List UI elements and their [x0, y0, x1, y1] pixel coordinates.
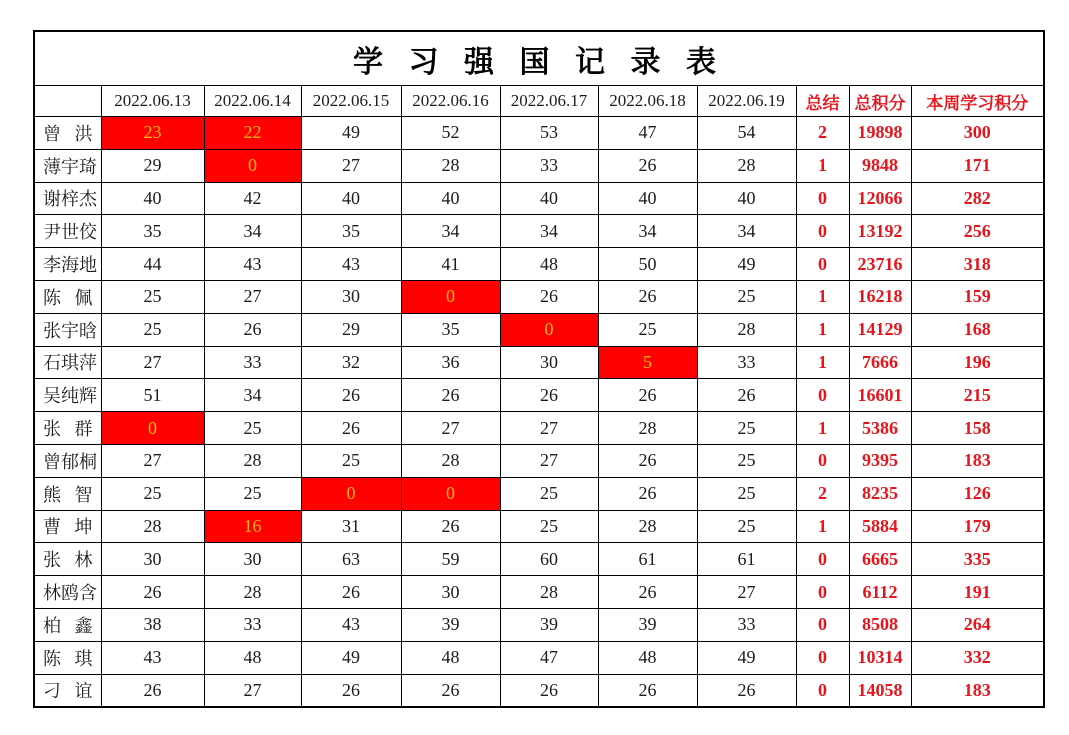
day-score-cell: 48	[500, 248, 598, 281]
day-score-cell: 26	[598, 576, 697, 609]
week-points-cell: 332	[911, 641, 1044, 674]
table-row	[34, 379, 1044, 412]
summary-count-cell: 0	[796, 641, 849, 674]
person-name: 曹坤	[34, 510, 101, 543]
day-score-cell: 26	[301, 674, 401, 707]
table-row	[34, 280, 1044, 313]
day-score-cell: 26	[401, 379, 500, 412]
summary-count-cell: 0	[796, 379, 849, 412]
day-score-cell: 34	[204, 215, 301, 248]
table-row	[34, 444, 1044, 477]
day-score-cell: 40	[101, 182, 204, 215]
day-score-cell: 27	[204, 674, 301, 707]
day-score-cell: 48	[598, 641, 697, 674]
total-points-cell: 6665	[849, 543, 911, 576]
week-points-cell: 264	[911, 608, 1044, 641]
summary-count-cell: 1	[796, 346, 849, 379]
header-row	[34, 86, 1044, 117]
total-points-cell: 9848	[849, 149, 911, 182]
person-name: 刁谊	[34, 674, 101, 707]
person-name: 张群	[34, 412, 101, 445]
day-score-cell: 33	[697, 346, 796, 379]
day-score-cell: 44	[101, 248, 204, 281]
day-score-cell: 34	[500, 215, 598, 248]
day-score-cell: 30	[204, 543, 301, 576]
day-score-cell: 48	[401, 641, 500, 674]
person-name: 林鸥含	[34, 576, 101, 609]
total-points-cell: 8508	[849, 608, 911, 641]
summary-column-header: 本周学习积分	[911, 86, 1044, 117]
table-row	[34, 576, 1044, 609]
day-score-cell: 26	[301, 379, 401, 412]
day-score-cell: 26	[500, 379, 598, 412]
day-score-cell: 30	[401, 576, 500, 609]
day-score-cell: 27	[500, 444, 598, 477]
week-points-cell: 215	[911, 379, 1044, 412]
day-score-cell: 25	[697, 444, 796, 477]
table-row	[34, 510, 1044, 543]
day-score-cell: 33	[204, 608, 301, 641]
day-score-cell-alert: 0	[401, 477, 500, 510]
day-score-cell: 35	[401, 313, 500, 346]
day-score-cell: 48	[204, 641, 301, 674]
total-points-cell: 16218	[849, 280, 911, 313]
table-row	[34, 149, 1044, 182]
total-points-cell: 19898	[849, 117, 911, 150]
summary-count-cell: 0	[796, 608, 849, 641]
week-points-cell: 191	[911, 576, 1044, 609]
day-score-cell: 25	[697, 477, 796, 510]
day-score-cell-alert: 22	[204, 117, 301, 150]
summary-count-cell: 0	[796, 215, 849, 248]
summary-count-cell: 0	[796, 543, 849, 576]
total-points-cell: 9395	[849, 444, 911, 477]
summary-count-cell: 2	[796, 117, 849, 150]
week-points-cell: 256	[911, 215, 1044, 248]
day-score-cell: 30	[301, 280, 401, 313]
day-score-cell: 33	[204, 346, 301, 379]
day-score-cell: 25	[204, 477, 301, 510]
day-score-cell: 53	[500, 117, 598, 150]
day-score-cell: 26	[598, 444, 697, 477]
person-name: 张林	[34, 543, 101, 576]
table-row	[34, 641, 1044, 674]
day-score-cell: 28	[697, 149, 796, 182]
table-row	[34, 346, 1044, 379]
day-score-cell: 43	[301, 248, 401, 281]
day-score-cell: 26	[598, 477, 697, 510]
week-points-cell: 335	[911, 543, 1044, 576]
day-score-cell: 27	[697, 576, 796, 609]
day-score-cell: 49	[301, 117, 401, 150]
day-score-cell: 35	[101, 215, 204, 248]
day-score-cell: 26	[500, 674, 598, 707]
day-score-cell: 43	[301, 608, 401, 641]
day-score-cell: 25	[697, 280, 796, 313]
day-score-cell: 25	[101, 313, 204, 346]
day-score-cell: 40	[598, 182, 697, 215]
day-score-cell: 41	[401, 248, 500, 281]
week-points-cell: 183	[911, 674, 1044, 707]
day-score-cell: 26	[301, 576, 401, 609]
table-row	[34, 117, 1044, 150]
day-score-cell-alert: 5	[598, 346, 697, 379]
total-points-cell: 13192	[849, 215, 911, 248]
corner-cell	[34, 86, 101, 117]
week-points-cell: 300	[911, 117, 1044, 150]
week-points-cell: 318	[911, 248, 1044, 281]
day-score-cell: 28	[204, 576, 301, 609]
day-score-cell: 47	[598, 117, 697, 150]
table-row	[34, 215, 1044, 248]
week-points-cell: 126	[911, 477, 1044, 510]
day-score-cell-alert: 0	[500, 313, 598, 346]
summary-count-cell: 0	[796, 444, 849, 477]
day-score-cell: 26	[598, 379, 697, 412]
day-score-cell: 25	[500, 477, 598, 510]
table-row	[34, 477, 1044, 510]
summary-count-cell: 1	[796, 313, 849, 346]
summary-count-cell: 0	[796, 248, 849, 281]
person-name: 曾洪	[34, 117, 101, 150]
day-score-cell: 28	[204, 444, 301, 477]
day-score-cell: 26	[697, 674, 796, 707]
week-points-cell: 168	[911, 313, 1044, 346]
day-score-cell: 28	[500, 576, 598, 609]
person-name: 谢梓杰	[34, 182, 101, 215]
day-score-cell-alert: 0	[101, 412, 204, 445]
date-column-header: 2022.06.14	[204, 86, 301, 117]
total-points-cell: 5884	[849, 510, 911, 543]
total-points-cell: 5386	[849, 412, 911, 445]
total-points-cell: 12066	[849, 182, 911, 215]
person-name: 陈佩	[34, 280, 101, 313]
table-row	[34, 412, 1044, 445]
day-score-cell: 43	[101, 641, 204, 674]
table-row	[34, 313, 1044, 346]
day-score-cell: 49	[697, 641, 796, 674]
day-score-cell: 28	[598, 412, 697, 445]
date-column-header: 2022.06.16	[401, 86, 500, 117]
person-name: 曾郁桐	[34, 444, 101, 477]
summary-count-cell: 0	[796, 576, 849, 609]
table-row	[34, 248, 1044, 281]
day-score-cell: 25	[697, 510, 796, 543]
week-points-cell: 158	[911, 412, 1044, 445]
week-points-cell: 159	[911, 280, 1044, 313]
day-score-cell: 26	[204, 313, 301, 346]
day-score-cell: 28	[101, 510, 204, 543]
week-points-cell: 282	[911, 182, 1044, 215]
day-score-cell: 25	[301, 444, 401, 477]
day-score-cell: 26	[101, 674, 204, 707]
day-score-cell-alert: 0	[401, 280, 500, 313]
summary-count-cell: 0	[796, 182, 849, 215]
summary-count-cell: 1	[796, 510, 849, 543]
study-record-table	[33, 30, 1045, 708]
total-points-cell: 10314	[849, 641, 911, 674]
day-score-cell: 49	[697, 248, 796, 281]
day-score-cell: 34	[401, 215, 500, 248]
total-points-cell: 6112	[849, 576, 911, 609]
summary-count-cell: 1	[796, 412, 849, 445]
week-points-cell: 183	[911, 444, 1044, 477]
person-name: 薄宇琦	[34, 149, 101, 182]
day-score-cell-alert: 0	[204, 149, 301, 182]
day-score-cell: 25	[204, 412, 301, 445]
day-score-cell: 59	[401, 543, 500, 576]
day-score-cell: 34	[204, 379, 301, 412]
date-column-header: 2022.06.19	[697, 86, 796, 117]
total-points-cell: 14129	[849, 313, 911, 346]
day-score-cell-alert: 23	[101, 117, 204, 150]
day-score-cell: 40	[500, 182, 598, 215]
day-score-cell: 26	[301, 412, 401, 445]
day-score-cell: 27	[101, 346, 204, 379]
day-score-cell: 49	[301, 641, 401, 674]
day-score-cell: 26	[598, 280, 697, 313]
day-score-cell: 35	[301, 215, 401, 248]
day-score-cell: 60	[500, 543, 598, 576]
person-name: 李海地	[34, 248, 101, 281]
day-score-cell: 29	[101, 149, 204, 182]
day-score-cell: 26	[697, 379, 796, 412]
day-score-cell: 28	[401, 149, 500, 182]
page-title: 学 习 强 国 记 录 表	[34, 31, 1044, 86]
person-name: 张宇晗	[34, 313, 101, 346]
summary-column-header: 总积分	[849, 86, 911, 117]
date-column-header: 2022.06.17	[500, 86, 598, 117]
summary-count-cell: 1	[796, 280, 849, 313]
summary-count-cell: 1	[796, 149, 849, 182]
day-score-cell: 31	[301, 510, 401, 543]
day-score-cell: 51	[101, 379, 204, 412]
summary-column-header: 总结	[796, 86, 849, 117]
date-column-header: 2022.06.18	[598, 86, 697, 117]
person-name: 尹世佼	[34, 215, 101, 248]
total-points-cell: 7666	[849, 346, 911, 379]
date-column-header: 2022.06.15	[301, 86, 401, 117]
date-column-header: 2022.06.13	[101, 86, 204, 117]
day-score-cell: 26	[500, 280, 598, 313]
day-score-cell: 39	[598, 608, 697, 641]
day-score-cell: 54	[697, 117, 796, 150]
day-score-cell: 47	[500, 641, 598, 674]
day-score-cell: 27	[204, 280, 301, 313]
day-score-cell: 27	[401, 412, 500, 445]
summary-count-cell: 0	[796, 674, 849, 707]
day-score-cell-alert: 0	[301, 477, 401, 510]
day-score-cell: 28	[697, 313, 796, 346]
total-points-cell: 8235	[849, 477, 911, 510]
day-score-cell: 38	[101, 608, 204, 641]
day-score-cell: 28	[598, 510, 697, 543]
total-points-cell: 23716	[849, 248, 911, 281]
day-score-cell: 27	[101, 444, 204, 477]
day-score-cell: 25	[101, 280, 204, 313]
day-score-cell: 26	[598, 149, 697, 182]
table-row	[34, 608, 1044, 641]
day-score-cell: 36	[401, 346, 500, 379]
day-score-cell: 42	[204, 182, 301, 215]
table-row	[34, 182, 1044, 215]
day-score-cell: 33	[697, 608, 796, 641]
day-score-cell: 25	[598, 313, 697, 346]
day-score-cell: 30	[500, 346, 598, 379]
person-name: 吴纯辉	[34, 379, 101, 412]
day-score-cell: 26	[598, 674, 697, 707]
total-points-cell: 16601	[849, 379, 911, 412]
day-score-cell: 28	[401, 444, 500, 477]
table-row	[34, 543, 1044, 576]
day-score-cell: 26	[401, 674, 500, 707]
day-score-cell: 40	[301, 182, 401, 215]
day-score-cell: 40	[697, 182, 796, 215]
week-points-cell: 171	[911, 149, 1044, 182]
day-score-cell: 25	[697, 412, 796, 445]
day-score-cell: 27	[500, 412, 598, 445]
week-points-cell: 179	[911, 510, 1044, 543]
title-row	[34, 31, 1044, 86]
person-name: 石琪萍	[34, 346, 101, 379]
total-points-cell: 14058	[849, 674, 911, 707]
day-score-cell: 34	[697, 215, 796, 248]
day-score-cell: 63	[301, 543, 401, 576]
day-score-cell: 50	[598, 248, 697, 281]
day-score-cell: 34	[598, 215, 697, 248]
day-score-cell: 61	[598, 543, 697, 576]
day-score-cell: 29	[301, 313, 401, 346]
day-score-cell: 52	[401, 117, 500, 150]
summary-count-cell: 2	[796, 477, 849, 510]
day-score-cell: 26	[101, 576, 204, 609]
person-name: 熊智	[34, 477, 101, 510]
table-row	[34, 674, 1044, 707]
day-score-cell: 26	[401, 510, 500, 543]
day-score-cell: 25	[101, 477, 204, 510]
day-score-cell: 32	[301, 346, 401, 379]
person-name: 陈琪	[34, 641, 101, 674]
day-score-cell: 39	[401, 608, 500, 641]
day-score-cell: 30	[101, 543, 204, 576]
day-score-cell: 39	[500, 608, 598, 641]
day-score-cell: 40	[401, 182, 500, 215]
table-body	[34, 117, 1044, 707]
day-score-cell-alert: 16	[204, 510, 301, 543]
day-score-cell: 33	[500, 149, 598, 182]
week-points-cell: 196	[911, 346, 1044, 379]
day-score-cell: 25	[500, 510, 598, 543]
day-score-cell: 61	[697, 543, 796, 576]
day-score-cell: 27	[301, 149, 401, 182]
person-name: 柏鑫	[34, 608, 101, 641]
day-score-cell: 43	[204, 248, 301, 281]
